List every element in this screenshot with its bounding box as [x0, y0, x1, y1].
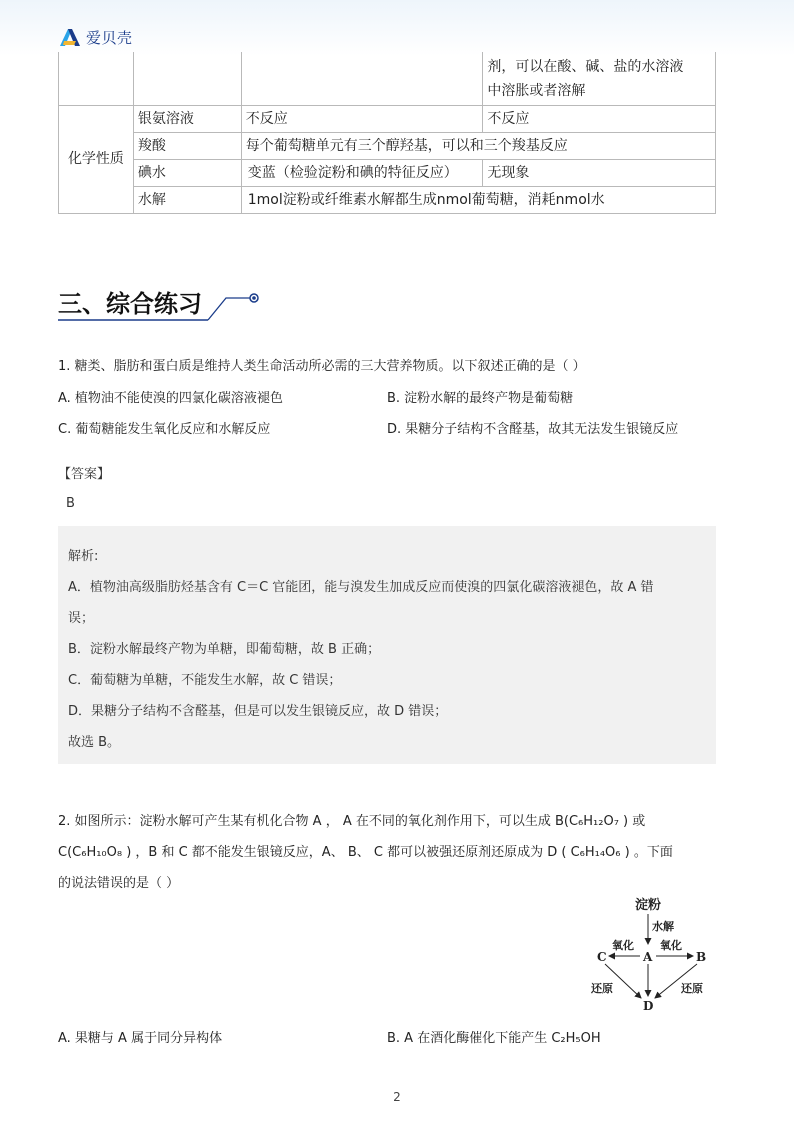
diagram-node-d: D — [643, 999, 654, 1013]
question-2-stem-line: 2. 如图所示：淀粉水解可产生某有机化合物 A ， A 在不同的氧化剂作用下，可以生成 B(C₆H₁₂O₇ ) 或 — [58, 814, 646, 829]
analysis-line: A．植物油高级脂肪烃基含有 C＝C 官能团，能与溴发生加成反应而使溴的四氯化碳溶液褪色，故 A 错 — [68, 580, 654, 595]
question-1-option-c[interactable]: C. 葡萄糖能发生氧化反应和水解反应 — [58, 422, 271, 437]
diagram-label-reduce-right: 还原 — [681, 982, 703, 995]
properties-table — [58, 52, 716, 214]
analysis-line: 解析: — [68, 549, 99, 564]
question-2-option-a[interactable]: A. 果糖与 A 属于同分异构体 — [58, 1031, 223, 1046]
diagram-label-oxidize-left: 氧化 — [612, 939, 634, 952]
table-cell: 水解 — [133, 186, 241, 213]
analysis-line: C．葡萄糖为单糖，不能发生水解，故 C 错误； — [68, 673, 342, 688]
table-cell-line: 剂，可以在酸、碱、盐的水溶液 — [487, 58, 684, 75]
analysis-line: 误； — [68, 611, 95, 626]
question-1-option-d[interactable]: D. 果糖分子结构不含醛基，故其无法发生银镜反应 — [387, 422, 679, 437]
table-cell: 变蓝（检验淀粉和碘的特征反应） — [241, 159, 483, 186]
diagram-label-starch: 淀粉 — [635, 898, 662, 913]
logo — [58, 26, 133, 48]
table-cell-line: 中溶胀或者溶解 — [487, 82, 586, 99]
table-row — [59, 159, 716, 186]
question-2-stem-line: 的说法错误的是（ ） — [58, 876, 180, 891]
diagram-node-a: A — [643, 950, 653, 964]
table-row — [59, 132, 716, 159]
question-1-option-b[interactable]: B. 淀粉水解的最终产物是葡萄糖 — [387, 391, 574, 406]
table-cell: 1mol淀粉或纤维素水解都生成nmol葡萄糖，消耗nmol水 — [241, 186, 715, 213]
logo-icon — [58, 27, 82, 47]
question-1-stem: 1. 糖类、脂肪和蛋白质是维持人类生命活动所必需的三大营养物质。以下叙述正确的是（ ） — [58, 359, 586, 374]
diagram-node-b: B — [696, 950, 707, 964]
table-cell: 银氨溶液 — [133, 105, 241, 132]
table-row — [59, 105, 716, 132]
reaction-diagram — [585, 892, 715, 1017]
table-cell: 不反应 — [241, 105, 483, 132]
analysis-box — [58, 526, 716, 764]
answer-label: 【答案】 — [58, 467, 111, 482]
table-cell: 无现象 — [483, 159, 716, 186]
analysis-line: D．果糖分子结构不含醛基，但是可以发生银镜反应，故 D 错误； — [68, 704, 448, 719]
table-group-label: 化学性质 — [59, 105, 134, 213]
section-title: 三、综合练习 — [58, 290, 202, 318]
answer-value: B — [66, 496, 75, 511]
diagram-label-oxidize-right: 氧化 — [660, 939, 682, 952]
table-cell: 碘水 — [133, 159, 241, 186]
analysis-line: 故选 B。 — [68, 735, 121, 750]
diagram-label-hydrolysis: 水解 — [652, 920, 674, 933]
title-underline-decoration — [58, 288, 268, 324]
analysis-line: B．淀粉水解最终产物为单糖，即葡萄糖，故 B 正确； — [68, 642, 381, 657]
table-cell: 每个葡萄糖单元有三个醇羟基，可以和三个羧基反应 — [241, 132, 715, 159]
diagram-node-c: C — [597, 950, 607, 964]
table-cell: 不反应 — [483, 105, 716, 132]
question-2-option-b[interactable]: B. A 在酒化酶催化下能产生 C₂H₅OH — [387, 1031, 601, 1046]
diagram-label-reduce-left: 还原 — [591, 982, 613, 995]
logo-text: 爱贝壳 — [86, 28, 133, 47]
table-row — [59, 52, 716, 105]
table-row — [59, 186, 716, 213]
question-1-option-a[interactable]: A. 植物油不能使溴的四氯化碳溶液褪色 — [58, 391, 283, 406]
table-cell: 羧酸 — [133, 132, 241, 159]
question-2-stem-line: C(C₆H₁₀O₈ ) ，B 和 C 都不能发生银镜反应，A、 B、 C 都可以被强还原剂还原成为 D ( C₆H₁₄O₆ ) 。下面 — [58, 845, 673, 860]
page-number: 2 — [393, 1090, 401, 1104]
